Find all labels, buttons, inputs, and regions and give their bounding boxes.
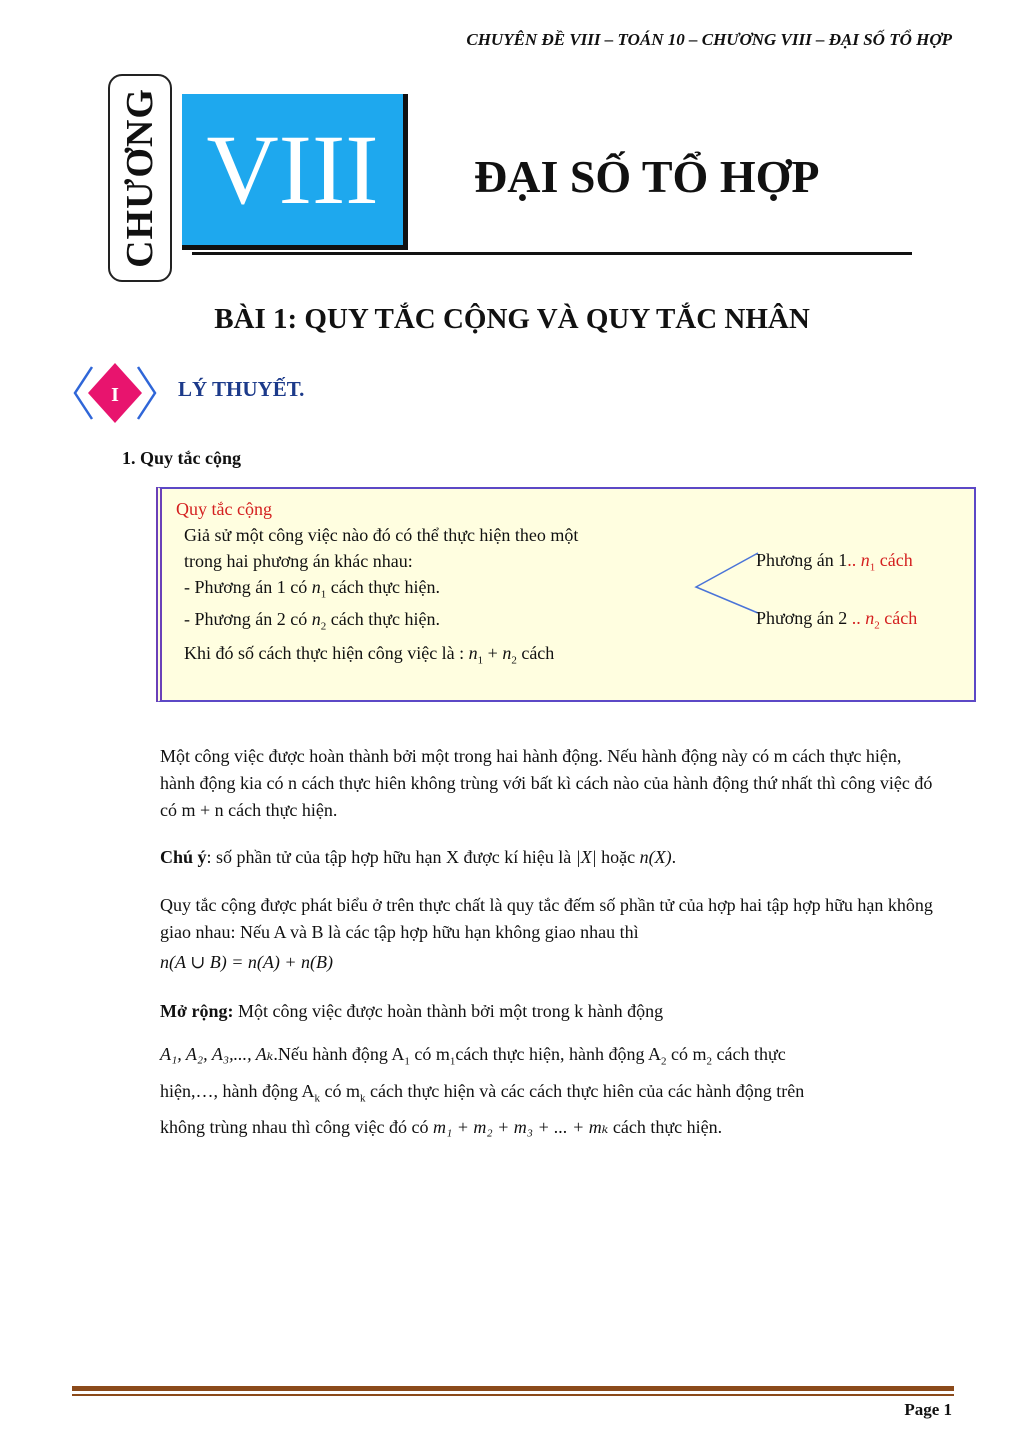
branch-option-1: Phương án 1.. $n_1$ cách [756,550,913,574]
rule-box [156,487,976,702]
chapter-number-box [182,94,408,250]
section-marker-icon [72,361,158,425]
chapter-label: CHƯƠNG [119,88,161,268]
branch-diagram-icon [692,549,762,615]
rule-line-1: Giả sử một công việc nào đó có thể thực hiện theo một [184,525,579,545]
rule-total: Khi đó số cách thực hiện công việc là : $n_1 + n_2$ cách [184,643,555,667]
chapter-numeral: VIII [206,113,379,225]
paragraph-definition: Một công việc được hoàn thành bởi một trong hai hành động. Nếu hành động này có m cách thực hiện, hành động kia có n cách thực hiên không trùng với bất kì cách nào của hành động thứ nhất thì công việc đó có m + n cách thực hiện. [160,746,933,820]
rule-option-2: - Phương án 2 có $n_2$ cách thực hiện. [184,609,440,633]
chapter-title: ĐẠI SỐ TỔ HỢP [474,151,820,202]
branch-option-2: Phương án 2 .. $n_2$ cách [756,608,918,632]
paragraph-extension: Mở rộng: Một công việc được hoàn thành bởi một trong k hành động [160,1001,664,1021]
subsection-title: 1. Quy tắc cộng [122,448,241,468]
rule-option-1: - Phương án 1 có $n_1$ cách thực hiện. [184,577,440,601]
section-marker-label: I [111,384,119,406]
lesson-title: BÀI 1: QUY TẮC CỘNG VÀ QUY TẮC NHÂN [214,303,810,335]
section-title: LÝ THUYẾT. [178,377,305,401]
footer-divider [72,1386,954,1396]
rule-line-2: trong hai phương án khác nhau: [184,551,413,571]
running-header: CHUYÊN ĐỀ VIII – TOÁN 10 – CHƯƠNG VIII – ĐẠI SỐ TỔ HỢP [466,30,952,49]
paragraph-extension-detail: A₁, A₂, A₃,..., Aₖ.Nếu hành động $A_1$ có $m_1cách$ thực hiện, hành động $A_2$ có $m_2$ cách thực hiện,…, hành động $A_k$ có $m_k$ cách thực hiện và các cách thực hiên của các hành động trên không trùng nhau thì công việc đó có m₁ + m₂ + m₃ + ... + mₖ cách thực hiện. [160,1044,805,1138]
page-number: Page 1 [904,1400,952,1419]
chapter-divider [192,252,912,255]
paragraph-note: Chú ý: số phần tử của tập hợp hữu hạn X được kí hiệu là |X| hoặc n(X). [160,847,677,867]
rule-box-title: Quy tắc cộng [176,499,272,519]
chapter-label-box [108,74,172,282]
set-union-formula: n(A ∪ B) = n(A) + n(B) [160,952,333,972]
paragraph-set-rule: Quy tắc cộng được phát biểu ở trên thực chất là quy tắc đếm số phần tử của hợp hai tập hợp hữu hạn không giao nhau: Nếu A và B là các tập hợp hữu hạn không giao nhau thì [160,895,933,942]
